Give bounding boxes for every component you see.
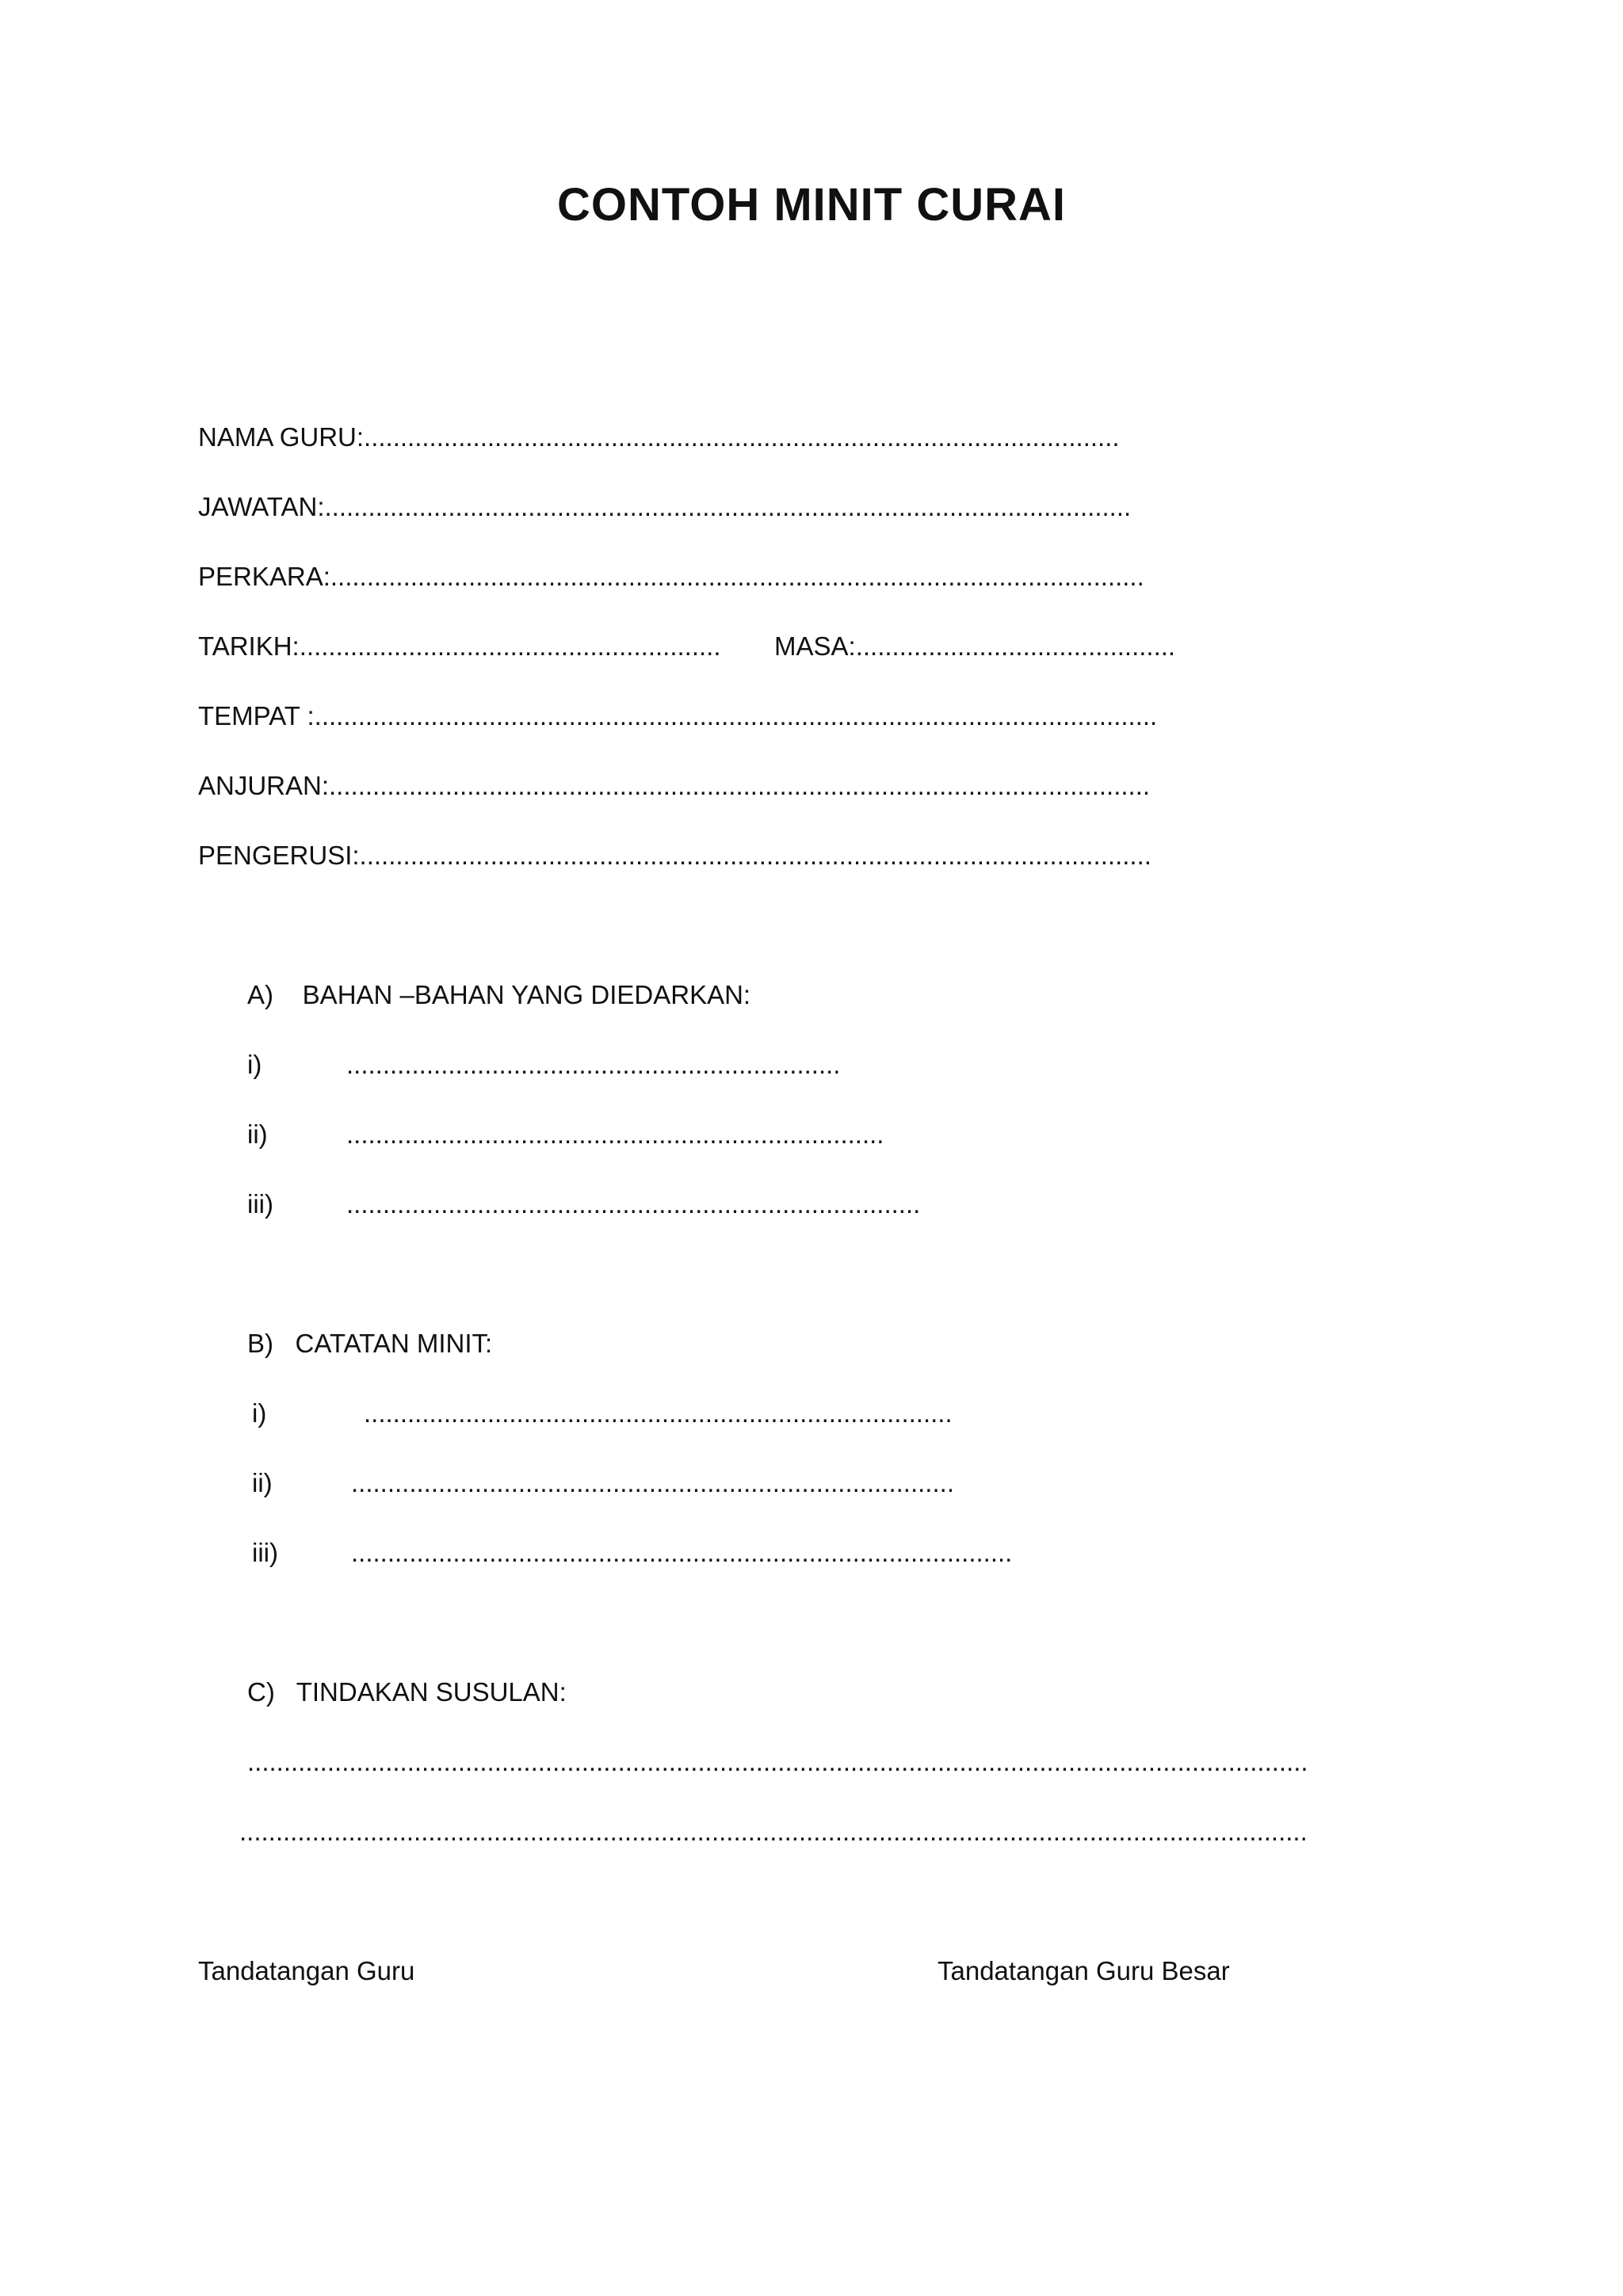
field-tempat: TEMPAT :.................................................................................................................... [198, 701, 1158, 730]
section-b-item-marker: i) [252, 1398, 267, 1428]
section-a-item-line: .......................................................................... [346, 1119, 884, 1149]
field-anjuran: ANJURAN:................................................................................................................. [198, 771, 1151, 800]
section-a-item-marker: iii) [247, 1189, 273, 1219]
section-b-item-marker: iii) [252, 1538, 278, 1567]
page-title: CONTOH MINIT CURAI [556, 179, 1066, 231]
section-b-item-line: ................................................................................. [364, 1398, 953, 1428]
section-c-heading: C) TINDAKAN SUSULAN: [247, 1677, 567, 1707]
section-b-item-line: ........................................................................................... [351, 1538, 1013, 1567]
field-tarikh: TARIKH:.......................................................... [198, 631, 721, 661]
section-b-heading: B) CATATAN MINIT: [247, 1329, 493, 1358]
section-a-item-line: .................................................................... [346, 1050, 841, 1079]
section-a-heading: A) BAHAN –BAHAN YANG DIEDARKAN: [247, 980, 751, 1009]
section-c-line: ................................................................................................................................................... [239, 1817, 1308, 1846]
field-perkara: PERKARA:................................................................................................................ [198, 562, 1144, 591]
section-a-item-line: ............................................................................... [346, 1189, 921, 1219]
section-a-item-marker: ii) [247, 1119, 268, 1149]
section-c-line: .................................................................................................................................................. [247, 1747, 1308, 1776]
section-a-item-marker: i) [247, 1050, 262, 1079]
field-nama-guru: NAMA GURU:........................................................................................................ [198, 422, 1120, 452]
signature-guru-besar-label: Tandatangan Guru Besar [938, 1956, 1230, 1985]
field-masa: MASA:............................................ [774, 631, 1176, 661]
field-jawatan: JAWATAN:............................................................................................................... [198, 492, 1132, 521]
section-b-item-line: ................................................................................... [351, 1468, 954, 1497]
signature-guru-label: Tandatangan Guru [198, 1956, 415, 1985]
section-b-item-marker: ii) [252, 1468, 273, 1497]
field-pengerusi: PENGERUSI:............................................................................................................. [198, 841, 1151, 870]
